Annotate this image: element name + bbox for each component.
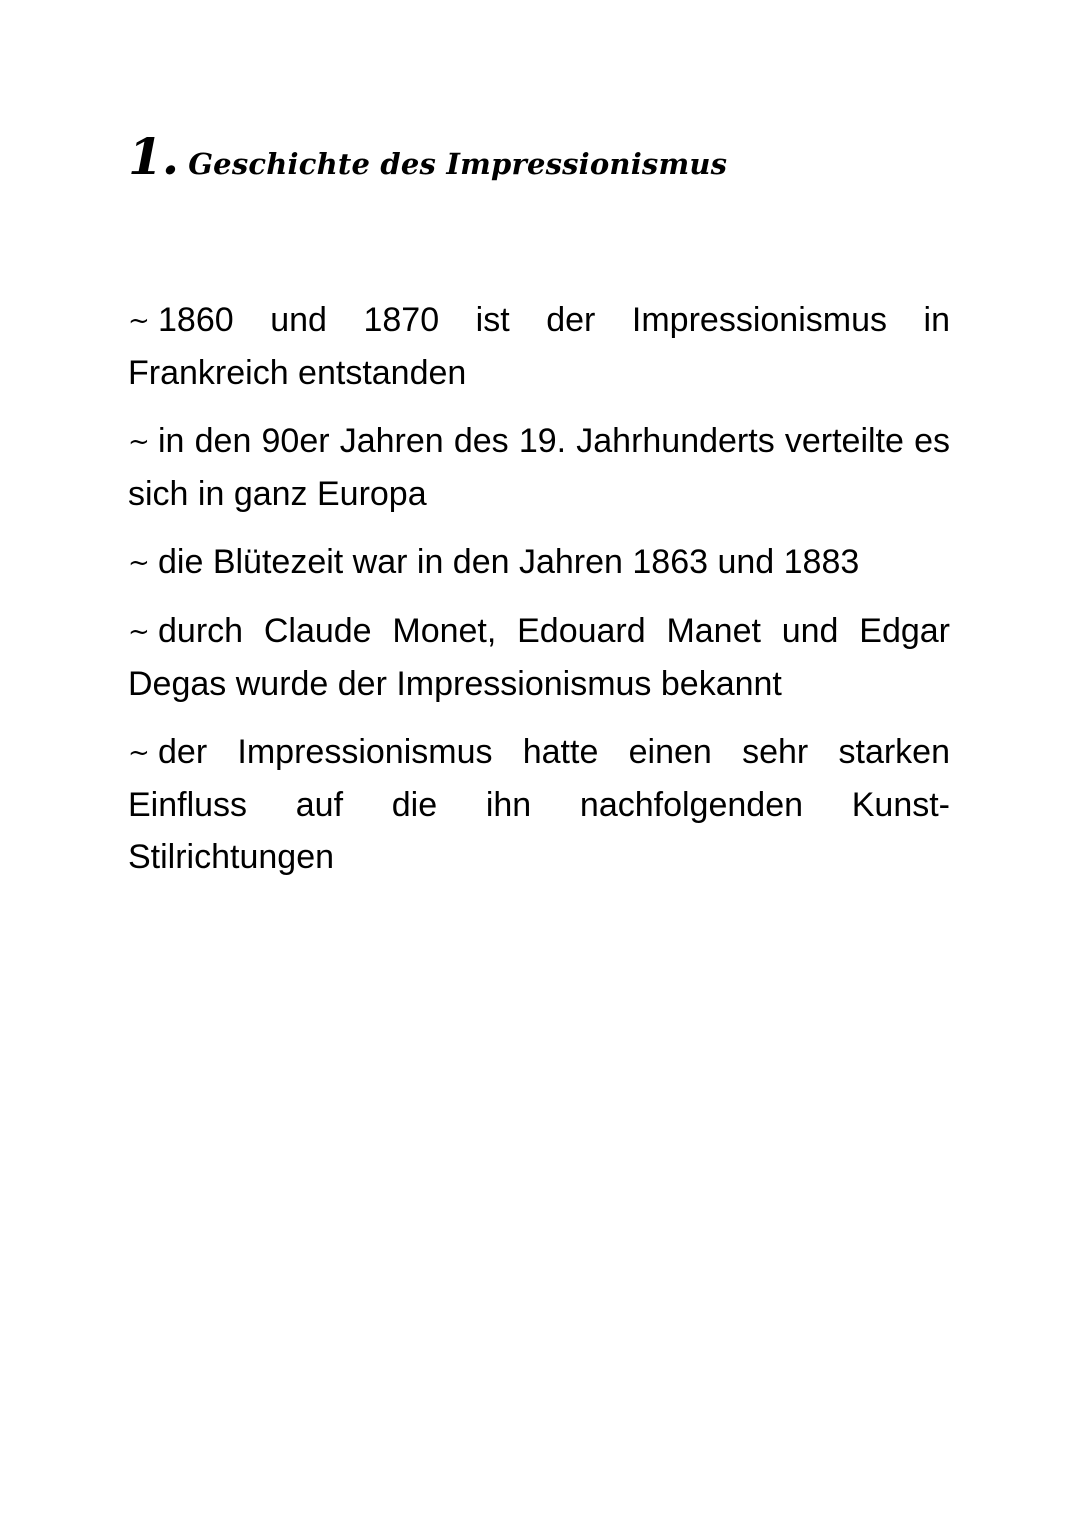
list-item (128, 536, 950, 589)
tilde-bullet-icon: ~ (128, 306, 150, 336)
list-item-text: durch Claude Monet, Edouard Manet und Edgar Degas wurde der Impressionismus bekannt (128, 612, 950, 703)
list-item (128, 726, 950, 883)
list-item (128, 415, 950, 520)
section-number: 1. (128, 127, 179, 186)
tilde-bullet-icon: ~ (128, 427, 150, 457)
list-item-text: der Impressionismus hatte einen sehr starken Einfluss auf die ihn nachfolgenden Kunst-Stilrichtungen (128, 733, 950, 876)
section-heading (128, 127, 948, 212)
list-item-text: die Blütezeit war in den Jahren 1863 und 1883 (158, 543, 860, 581)
tilde-bullet-icon: ~ (128, 617, 150, 647)
list-item (128, 294, 950, 399)
list-item (128, 605, 950, 710)
bullet-list (128, 294, 950, 899)
list-item-text: in den 90er Jahren des 19. Jahrhunderts verteilte es sich in ganz Europa (128, 422, 950, 513)
section-title: Geschichte des Impressionismus (188, 147, 728, 181)
tilde-bullet-icon: ~ (128, 548, 150, 578)
list-item-text: 1860 und 1870 ist der Impressionismus in Frankreich entstanden (128, 301, 950, 392)
tilde-bullet-icon: ~ (128, 738, 150, 768)
